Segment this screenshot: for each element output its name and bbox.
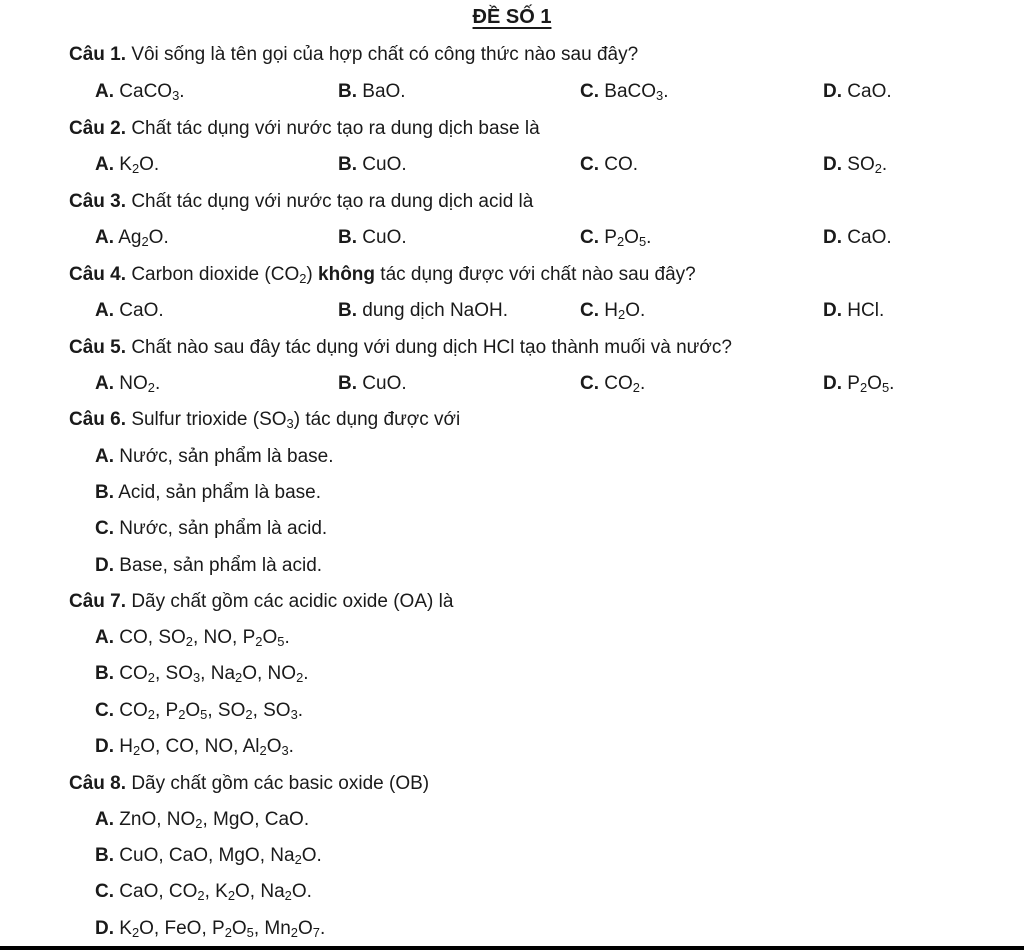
- question-1: Câu 1. Vôi sống là tên gọi của hợp chất có công thức nào sau đây?: [69, 44, 639, 65]
- option-8d[interactable]: D. $K_2O$, FeO, $P_2O_5$, $Mn_2O_7$.: [95, 918, 326, 941]
- option-5a[interactable]: A. $NO_2$.: [95, 373, 161, 396]
- option-3c[interactable]: C. $P_2O_5$.: [580, 227, 652, 250]
- option-6b[interactable]: B. Acid, sản phẩm là base.: [95, 482, 322, 503]
- option-2b[interactable]: B. CuO.: [338, 154, 407, 175]
- option-2c[interactable]: C. CO.: [580, 154, 639, 175]
- page-title: ĐỀ SỐ 1: [472, 6, 552, 28]
- question-8: Câu 8. Dãy chất gồm các basic oxide (OB): [69, 773, 430, 794]
- option-2a[interactable]: A. $K_2O$.: [95, 154, 160, 177]
- option-5b[interactable]: B. CuO.: [338, 373, 407, 394]
- question-2: Câu 2. Chất tác dụng với nước tạo ra dung dịch base là: [69, 118, 540, 139]
- option-7d[interactable]: D. $H_2O$, CO, NO, $Al_2O_3$.: [95, 736, 294, 759]
- option-6c[interactable]: C. Nước, sản phẩm là acid.: [95, 518, 328, 539]
- option-4b[interactable]: B. dung dịch NaOH.: [338, 300, 509, 321]
- option-3a[interactable]: A. $Ag_2O$.: [95, 227, 169, 250]
- option-1c[interactable]: C. BaCO$_3$.: [580, 81, 669, 104]
- option-5d[interactable]: D. $P_2O_5$.: [823, 373, 895, 396]
- option-1d[interactable]: D. CaO.: [823, 81, 892, 102]
- option-1b[interactable]: B. BaO.: [338, 81, 406, 102]
- question-7: Câu 7. Dãy chất gồm các acidic oxide (OA) là: [69, 591, 454, 612]
- option-4a[interactable]: A. CaO.: [95, 300, 164, 321]
- option-1a[interactable]: A. CaCO$_3$.: [95, 81, 185, 104]
- question-3: Câu 3. Chất tác dụng với nước tạo ra dung dịch acid là: [69, 191, 534, 212]
- option-8a[interactable]: A. ZnO, $NO_2$, MgO, CaO.: [95, 809, 310, 832]
- option-7a[interactable]: A. CO, $SO_2$, NO, $P_2O_5$.: [95, 627, 290, 650]
- option-3b[interactable]: B. CuO.: [338, 227, 407, 248]
- option-8c[interactable]: C. CaO, $CO_2$, $K_2O$, $Na_2O$.: [95, 881, 312, 904]
- option-3d[interactable]: D. CaO.: [823, 227, 892, 248]
- option-4c[interactable]: C. $H_2O$.: [580, 300, 646, 323]
- option-2d[interactable]: D. $SO_2$.: [823, 154, 888, 177]
- option-6a[interactable]: A. Nước, sản phẩm là base.: [95, 446, 334, 467]
- option-7b[interactable]: B. $CO_2$, $SO_3$, $Na_2O$, $NO_2$.: [95, 663, 309, 686]
- option-5c[interactable]: C. $CO_2$.: [580, 373, 646, 396]
- option-4d[interactable]: D. HCl.: [823, 300, 885, 321]
- page-bottom-border: [0, 946, 1024, 950]
- option-6d[interactable]: D. Base, sản phẩm là acid.: [95, 555, 323, 576]
- option-7c[interactable]: C. $CO_2$, $P_2O_5$, $SO_2$, $SO_3$.: [95, 700, 304, 723]
- option-8b[interactable]: B. CuO, CaO, MgO, $Na_2O$.: [95, 845, 322, 868]
- question-5: Câu 5. Chất nào sau đây tác dụng với dung dịch HCl tạo thành muối và nước?: [69, 337, 732, 358]
- question-4: Câu 4. Carbon dioxide $(CO_2)$ không tác dụng được với chất nào sau đây?: [69, 264, 696, 287]
- question-6: Câu 6. Sulfur trioxide $(SO_3)$ tác dụng được với: [69, 409, 461, 432]
